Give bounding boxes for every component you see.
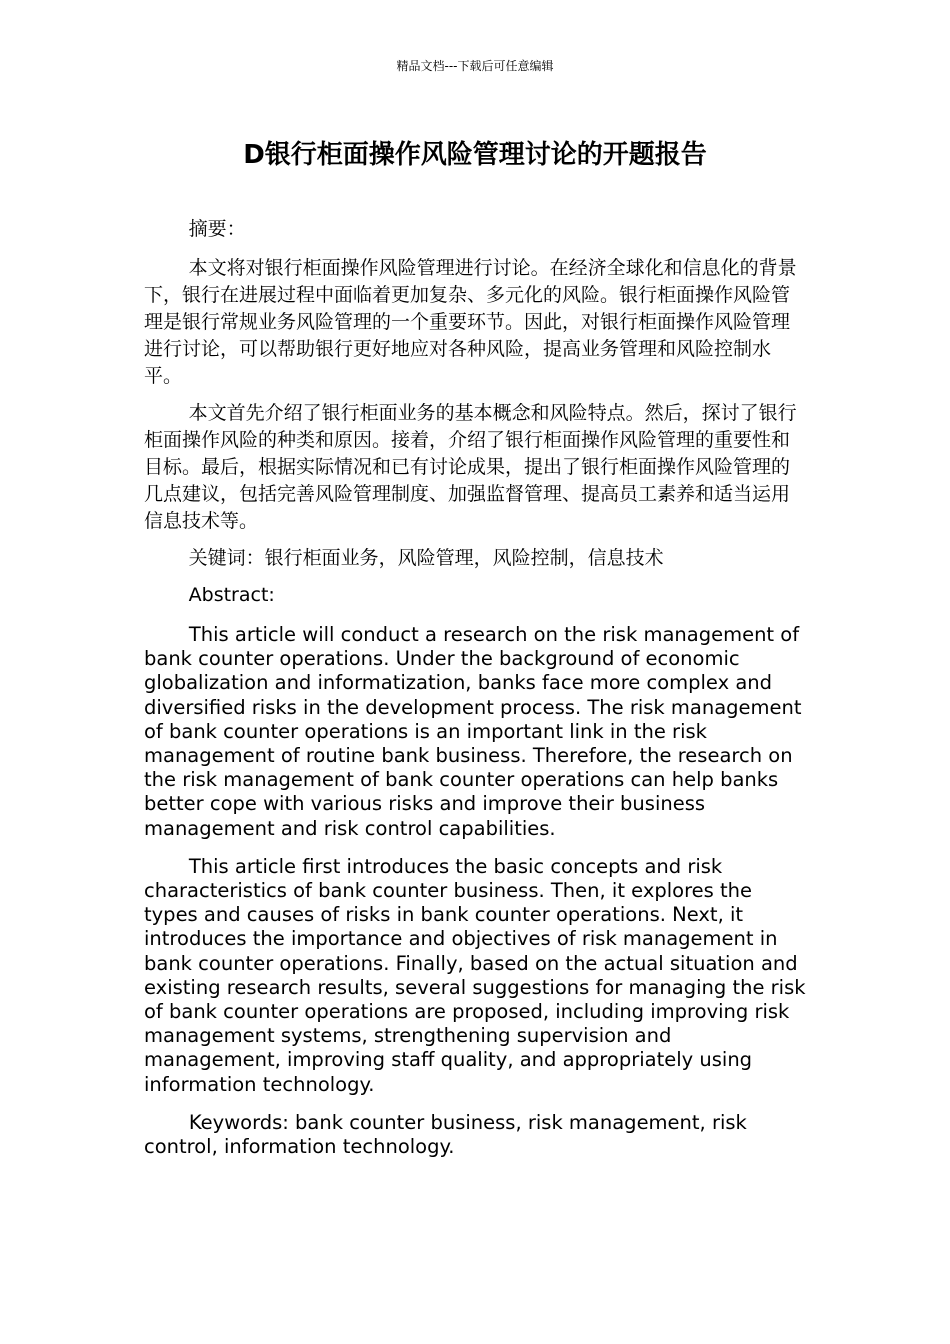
- abstract-cn-paragraph-2: 本文首先介绍了银行柜面业务的基本概念和风险特点。然后，探讨了银行柜面操作风险的种类和原因。接着，介绍了银行柜面操作风险管理的重要性和目标。最后，根据实际情况和已有讨论成果，提出了银行柜面操作风险管理的几点建议，包括完善风险管理制度、加强监督管理、提高员工素养和适当运用信息技术等。: [144, 402, 797, 532]
- keywords-cn: 关键词：银行柜面业务，风险管理，风险控制，信息技术: [188, 547, 664, 569]
- abstract-cn-paragraph-1: 本文将对银行柜面操作风险管理进行讨论。在经济全球化和信息化的背景下，银行在进展过程中面临着更加复杂、多元化的风险。银行柜面操作风险管理是银行常规业务风险管理的一个重要环节。因此，对银行柜面操作风险管理进行讨论，可以帮助银行更好地应对各种风险，提高业务管理和风险控制水平。: [144, 257, 797, 387]
- document-body: [144, 216, 806, 1159]
- document-title: D银行柜面操作风险管理讨论的开题报告: [243, 140, 707, 170]
- keywords-en: Keywords: bank counter business, risk management, risk control, information technology.: [144, 1110, 747, 1159]
- abstract-cn-heading: 摘要：: [188, 218, 246, 240]
- page-header-note: 精品文档---下载后可任意编辑: [396, 59, 554, 73]
- abstract-en-paragraph-1: This article will conduct a research on the risk management of bank counter operations. Under the background of economic globalization and informatization, banks face more complex and diversified risks in the development process. The risk management of bank counter operations is an important link in the risk management of routine bank business. Therefore, the research on the risk management of bank counter operations can help banks better cope with various risks and improve their business management and risk control capabilities.: [144, 623, 802, 840]
- abstract-en-heading: Abstract:: [188, 584, 275, 606]
- abstract-en-paragraph-2: This article first introduces the basic concepts and risk characteristics of bank counter business. Then, it explores the types and causes of risks in bank counter operations. Next, it introduces the importance and objectives of risk management in bank counter operations. Finally, based on the actual situation and existing research results, several suggestions for managing the risk of bank counter operations are proposed, including improving risk management systems, strengthening supervision and management, improving staff quality, and appropriately using information technology.: [144, 854, 806, 1096]
